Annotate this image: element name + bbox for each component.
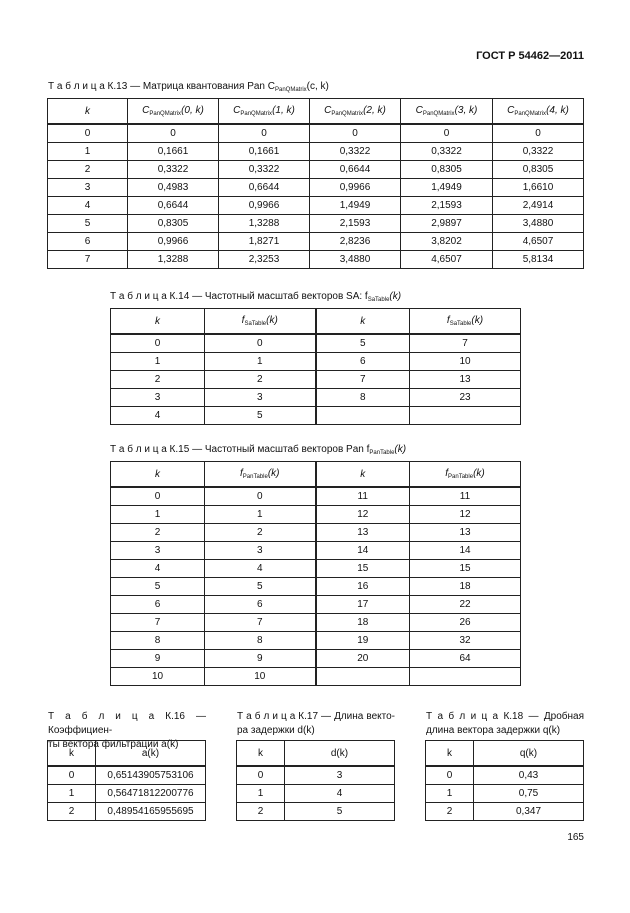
page-number: 165 (567, 832, 584, 843)
t13-header-symbol: k (85, 105, 90, 117)
table-cell: 1 (48, 785, 96, 803)
table-k14-title: — Частотный масштаб векторов SA: f (192, 291, 368, 302)
table-cell: 1 (111, 353, 205, 371)
table-cell: 4 (285, 785, 395, 803)
table-cell: 10 (111, 668, 205, 686)
table-cell: 0,75 (474, 785, 584, 803)
t13-header-subscript: PanQMatrix (331, 111, 364, 117)
table-cell: 6 (111, 596, 205, 614)
table-cell: 2 (205, 524, 316, 542)
table-k13-title: — Матрица квантования Pan C (130, 81, 275, 92)
table-k13-title-sub: PanQMatrix (274, 87, 307, 93)
table-cell: 4 (205, 560, 316, 578)
t15-header-row (111, 462, 521, 488)
table-cell: 1 (111, 506, 205, 524)
table-cell: 2,8236 (310, 233, 401, 251)
table-cell: 2 (205, 371, 316, 389)
table-cell: 2,1593 (401, 197, 493, 215)
table-cell: 5,8134 (493, 251, 584, 269)
table-row (48, 215, 584, 233)
t14-header-subscript: SaTable (449, 321, 472, 327)
table-cell: 2,1593 (310, 215, 401, 233)
table-cell: 0 (310, 124, 401, 143)
table-cell: 1 (48, 143, 128, 161)
table-row (237, 766, 395, 785)
table-k15-caption (110, 443, 406, 460)
table-cell: 0,6644 (128, 197, 219, 215)
t13-header-argument: (1, k) (272, 105, 295, 116)
table-cell: 0 (205, 334, 316, 353)
document-standard-number: ГОСТ Р 54462—2011 (476, 50, 584, 62)
table-cell: 5 (111, 578, 205, 596)
table-k13 (47, 98, 584, 269)
t14-header-row (111, 309, 521, 335)
table-cell: 0 (493, 124, 584, 143)
t14-header-1 (205, 309, 316, 335)
table-cell: 18 (410, 578, 521, 596)
table-cell: 7 (111, 614, 205, 632)
table-cell: 0 (237, 766, 285, 785)
table-cell: 1,4949 (310, 197, 401, 215)
table-k14 (110, 308, 521, 425)
table-cell: 0,48954165955695 (96, 803, 206, 821)
table-cell: 15 (410, 560, 521, 578)
table-cell: 0,6644 (219, 179, 310, 197)
table-cell: 0 (426, 766, 474, 785)
t14-header-0 (111, 309, 205, 335)
table-cell: 1,4949 (401, 179, 493, 197)
table-k14-caption (110, 290, 401, 307)
table-cell: 32 (410, 632, 521, 650)
table-cell: 17 (316, 596, 410, 614)
table-cell (316, 407, 410, 425)
table-k13-label: Т а б л и ц а К.13 (48, 81, 128, 92)
table-cell: 6 (316, 353, 410, 371)
table-row (111, 524, 521, 542)
table-k14-label: Т а б л и ц а К.14 (110, 291, 190, 302)
t13-header-1 (128, 99, 219, 125)
t15-header-symbol: f (240, 468, 243, 479)
table-row (111, 389, 521, 407)
table-cell: 8 (111, 632, 205, 650)
table-cell: 7 (316, 371, 410, 389)
table-k16 (47, 740, 206, 821)
table-cell: 0,8305 (128, 215, 219, 233)
table-cell: 9 (205, 650, 316, 668)
table-cell: 19 (316, 632, 410, 650)
table-cell: 0 (128, 124, 219, 143)
t17-header-0: k (237, 741, 285, 767)
t17-header-1: d(k) (285, 741, 395, 767)
table-cell: 13 (410, 524, 521, 542)
table-cell: 11 (410, 487, 521, 506)
table-k17-label: Т а б л и ц а К.17 (237, 711, 319, 722)
t13-header-subscript: PanQMatrix (514, 111, 547, 117)
table-cell: 2 (48, 161, 128, 179)
table-row (111, 487, 521, 506)
table-cell: 18 (316, 614, 410, 632)
table-cell: 10 (205, 668, 316, 686)
table-cell: 0,9966 (219, 197, 310, 215)
t13-header-argument: (0, k) (181, 105, 204, 116)
table-cell: 1,3288 (219, 215, 310, 233)
table-cell: 4,6507 (493, 233, 584, 251)
t13-header-symbol: C (142, 105, 150, 116)
table-cell: 7 (410, 334, 521, 353)
t15-header-2 (316, 462, 410, 488)
table-cell: 0,9966 (310, 179, 401, 197)
t14-header-symbol: k (155, 315, 160, 327)
table-cell: 2 (48, 803, 96, 821)
table-cell: 1 (205, 506, 316, 524)
table-k16-label: Т а б л и ц а К.16 (48, 711, 185, 722)
t16-header-1: a(k) (96, 741, 206, 767)
table-cell: 0,3322 (128, 161, 219, 179)
table-row (48, 233, 584, 251)
table-k18-caption (426, 710, 584, 738)
table-row (426, 785, 584, 803)
table-cell: 0,43 (474, 766, 584, 785)
table-cell: 0,3322 (401, 143, 493, 161)
t15-header-argument: (k) (267, 468, 280, 479)
table-cell: 5 (285, 803, 395, 821)
table-row (426, 766, 584, 785)
table-row (111, 578, 521, 596)
table-k16-title-line2: ты вектора фильтрации a(k) (48, 739, 179, 750)
table-cell (410, 668, 521, 686)
table-cell: 1 (205, 353, 316, 371)
table-row (111, 650, 521, 668)
table-row (48, 161, 584, 179)
t15-header-subscript: PanTable (448, 474, 474, 480)
table-k13-title-tail: (c, k) (306, 81, 329, 92)
t18-header-1: q(k) (474, 741, 584, 767)
t15-header-subscript: PanTable (242, 474, 268, 480)
table-cell: 2 (426, 803, 474, 821)
table-row (111, 334, 521, 353)
t13-header-symbol: C (507, 105, 515, 116)
table-k17-caption (237, 710, 395, 738)
table-cell: 0,8305 (401, 161, 493, 179)
t13-header-subscript: PanQMatrix (149, 111, 182, 117)
table-cell: 0,1661 (219, 143, 310, 161)
table-k15-title-tail: (k) (394, 444, 407, 455)
table-cell: 4 (111, 407, 205, 425)
table-row (111, 614, 521, 632)
table-cell: 3 (111, 389, 205, 407)
table-row (111, 407, 521, 425)
table-cell: 12 (316, 506, 410, 524)
table-cell: 0,3322 (310, 143, 401, 161)
table-cell: 23 (410, 389, 521, 407)
table-cell: 0,3322 (219, 161, 310, 179)
table-cell: 5 (316, 334, 410, 353)
table-cell: 3 (205, 542, 316, 560)
t14-header-argument: (k) (266, 315, 278, 326)
table-k15-title: — Частотный масштаб векторов Pan f (192, 444, 370, 455)
table-k15 (110, 461, 521, 686)
t14-header-symbol: k (360, 315, 366, 327)
table-cell: 15 (316, 560, 410, 578)
table-row (111, 668, 521, 686)
t15-header-symbol: f (445, 468, 449, 479)
table-cell: 5 (205, 407, 316, 425)
table-row (48, 766, 206, 785)
table-row (48, 803, 206, 821)
t13-header-5 (493, 99, 584, 125)
t14-header-subscript: SaTable (244, 321, 267, 327)
table-cell: 0 (48, 124, 128, 143)
table-k17-title-line1: — Длина векто- (321, 711, 395, 722)
table-row (237, 785, 395, 803)
table-row (48, 785, 206, 803)
table-cell: 2,3253 (219, 251, 310, 269)
table-cell: 7 (48, 251, 128, 269)
table-cell: 3 (111, 542, 205, 560)
table-cell: 2,9897 (401, 215, 493, 233)
table-cell (410, 407, 521, 425)
t14-header-argument: (k) (471, 315, 484, 326)
table-row (48, 197, 584, 215)
table-k13-caption (48, 80, 329, 97)
table-cell: 22 (410, 596, 521, 614)
table-cell: 0,9966 (128, 233, 219, 251)
table-cell: 0 (401, 124, 493, 143)
t18-header-0: k (426, 741, 474, 767)
table-cell: 3 (48, 179, 128, 197)
t14-header-3 (410, 309, 521, 335)
table-cell: 64 (410, 650, 521, 668)
table-cell: 7 (205, 614, 316, 632)
t13-header-0 (48, 99, 128, 125)
t13-header-2 (219, 99, 310, 125)
table-cell: 4,6507 (401, 251, 493, 269)
t15-header-1 (205, 462, 316, 488)
table-row (111, 542, 521, 560)
t15-header-3 (410, 462, 521, 488)
table-cell: 5 (205, 578, 316, 596)
table-cell: 0 (111, 487, 205, 506)
table-cell: 5 (48, 215, 128, 233)
table-cell: 12 (410, 506, 521, 524)
table-cell: 3,8202 (401, 233, 493, 251)
table-cell: 10 (410, 353, 521, 371)
table-cell: 16 (316, 578, 410, 596)
t14-header-symbol: f (241, 315, 245, 326)
table-cell: 3 (285, 766, 395, 785)
table-k17 (236, 740, 395, 821)
table-cell (316, 668, 410, 686)
table-cell: 0,347 (474, 803, 584, 821)
t13-header-argument: (3, k) (454, 105, 478, 116)
table-cell: 14 (410, 542, 521, 560)
t18-header-row (426, 741, 584, 767)
table-cell: 8 (316, 389, 410, 407)
t13-header-subscript: PanQMatrix (240, 111, 273, 117)
table-row (111, 371, 521, 389)
t16-header-row (48, 741, 206, 767)
t13-header-3 (310, 99, 401, 125)
table-cell: 6 (48, 233, 128, 251)
table-cell: 1,8271 (219, 233, 310, 251)
table-row (48, 251, 584, 269)
table-cell: 11 (316, 487, 410, 506)
table-row (111, 506, 521, 524)
table-cell: 26 (410, 614, 521, 632)
table-row (426, 803, 584, 821)
t13-header-symbol: C (233, 105, 241, 116)
t13-header-symbol: C (415, 105, 423, 116)
table-cell: 0,1661 (128, 143, 219, 161)
table-row (111, 632, 521, 650)
table-k14-title-sub: SaTable (367, 297, 390, 303)
t15-header-0 (111, 462, 205, 488)
t13-header-argument: (2, k) (363, 105, 386, 116)
table-cell: 2 (237, 803, 285, 821)
table-cell: 0 (48, 766, 96, 785)
table-cell: 0,56471812200776 (96, 785, 206, 803)
table-cell: 3,4880 (310, 251, 401, 269)
table-cell: 1,6610 (493, 179, 584, 197)
table-cell: 14 (316, 542, 410, 560)
table-cell: 20 (316, 650, 410, 668)
table-k18-label: Т а б л и ц а К.18 (426, 711, 524, 722)
t17-header-row (237, 741, 395, 767)
table-cell: 1 (237, 785, 285, 803)
table-cell: 0 (219, 124, 310, 143)
table-k18 (425, 740, 584, 821)
t15-header-symbol: k (155, 468, 160, 480)
t15-header-argument: (k) (473, 468, 485, 479)
table-cell: 2 (111, 371, 205, 389)
table-cell: 3,4880 (493, 215, 584, 233)
table-row (48, 124, 584, 143)
t15-header-symbol: k (360, 468, 366, 480)
table-row (111, 596, 521, 614)
table-cell: 0 (111, 334, 205, 353)
table-cell: 13 (410, 371, 521, 389)
table-cell: 1 (426, 785, 474, 803)
table-row (111, 353, 521, 371)
t16-header-0: k (48, 741, 96, 767)
table-cell: 0 (205, 487, 316, 506)
table-row (48, 143, 584, 161)
table-cell: 0,65143905753106 (96, 766, 206, 785)
t14-header-symbol: f (446, 315, 450, 326)
t13-header-argument: (4, k) (546, 105, 569, 116)
table-k14-title-tail: (k) (389, 291, 402, 302)
table-cell: 0,8305 (493, 161, 584, 179)
table-cell: 2 (111, 524, 205, 542)
table-cell: 0,4983 (128, 179, 219, 197)
table-row (237, 803, 395, 821)
table-cell: 3 (205, 389, 316, 407)
t13-header-row (48, 99, 584, 125)
table-k17-title-line2: ра задержки d(k) (237, 725, 315, 736)
table-k18-title-line1: — Дробная (528, 711, 584, 722)
t13-header-subscript: PanQMatrix (422, 111, 455, 117)
table-cell: 4 (48, 197, 128, 215)
table-cell: 0,3322 (493, 143, 584, 161)
table-row (48, 179, 584, 197)
table-cell: 0,6644 (310, 161, 401, 179)
table-k15-label: Т а б л и ц а К.15 (110, 444, 190, 455)
table-cell: 2,4914 (493, 197, 584, 215)
table-cell: 6 (205, 596, 316, 614)
table-row (111, 560, 521, 578)
t14-header-2 (316, 309, 410, 335)
table-cell: 8 (205, 632, 316, 650)
t13-header-4 (401, 99, 493, 125)
table-cell: 13 (316, 524, 410, 542)
table-k18-title-line2: длина вектора задержки q(k) (426, 725, 561, 736)
t13-header-symbol: C (324, 105, 332, 116)
table-cell: 4 (111, 560, 205, 578)
table-cell: 1,3288 (128, 251, 219, 269)
table-cell: 9 (111, 650, 205, 668)
table-k16-title-line1: — Коэффициен- (48, 711, 206, 736)
table-k15-title-sub: PanTable (369, 450, 395, 456)
